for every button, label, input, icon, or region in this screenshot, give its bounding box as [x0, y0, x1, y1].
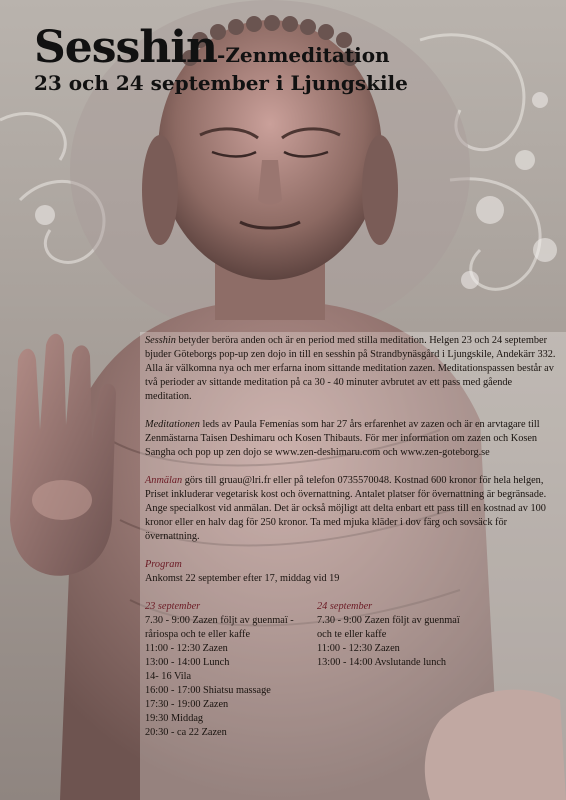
day1-line: råriospa och te eller kaffe: [145, 629, 251, 640]
paragraph-intro: [145, 334, 557, 404]
schedule: [145, 600, 557, 740]
day2-line: 13:00 - 14:00 Avslutande lunch: [317, 657, 447, 668]
day1-line: 14- 16 Vila: [145, 671, 192, 682]
title-main: Sesshin: [34, 22, 218, 73]
body-text: [145, 334, 557, 740]
program-arrival: Ankomst 22 september efter 17, middag vid 19: [145, 573, 340, 584]
paragraph-teacher: [145, 418, 557, 460]
registration-lead: Anmälan: [145, 475, 183, 486]
program-heading: Program: [145, 559, 182, 570]
teacher-text: leds av Paula Femenías som har 27 års erfarenhet av zazen och är en arvtagare till Zenmästarna Taisen Deshimaru och Kosen Thibauts. För mer information om zazen och Kosen Sangha och pop up zen dojo se www.zen-deshimaru.com och www.zen-goteborg.se: [145, 419, 540, 458]
day1-line: 11:00 - 12:30 Zazen: [145, 643, 228, 654]
day2-label: 24 september: [317, 601, 373, 612]
paragraph-registration: [145, 474, 557, 544]
schedule-day-1: [145, 600, 317, 740]
day1-line: 19:30 Middag: [145, 713, 204, 724]
day1-line: 17:30 - 19:00 Zazen: [145, 699, 229, 710]
day2-line: och te eller kaffe: [317, 629, 387, 640]
title-dates: 23 och 24 september i Ljungskile: [34, 71, 408, 95]
schedule-day-2: [317, 600, 547, 740]
day1-label: 23 september: [145, 601, 201, 612]
day1-line: 16:00 - 17:00 Shiatsu massage: [145, 685, 271, 696]
intro-text: betyder beröra anden och är en period med stilla meditation. Helgen 23 och 24 september bjuder Göteborgs pop-up zen dojo in till en sesshin på Strandbynäsgård i Ljungskile, Andekärr 332. Alla är välkomna nya och mer erfarna inom sittande meditation zazen. Meditationspassen består av två perioder av sittande meditation på ca 30 - 40 minuter avbrutet av ett pass med gående meditation.: [145, 335, 556, 402]
day1-line: 7.30 - 9:00 Zazen följt av guenmaï -: [145, 615, 294, 626]
day1-line: 20:30 - ca 22 Zazen: [145, 727, 227, 738]
day2-line: 11:00 - 12:30 Zazen: [317, 643, 400, 654]
day1-line: 13:00 - 14:00 Lunch: [145, 657, 230, 668]
title-dash: -: [217, 43, 226, 67]
day2-line: 7.30 - 9:00 Zazen följt av guenmaï: [317, 615, 460, 626]
title-sub: Zenmeditation: [225, 43, 390, 67]
teacher-lead: Meditationen: [145, 419, 200, 430]
registration-text: görs till gruau@lri.fr eller på telefon 0735570048. Kostnad 600 kronor för hela helgen, Priset inkluderar vegetarisk kost och övernattning. Antalet platser för övernattning är begränsade. Ange specialkost vid anmälan. Det är också möjligt att delta enbart ett pass till en kostnad av 100 kronor eller en halv dag för 250 kronor. Ta med mjuka kläder i dov färg och sovsäck för övernattning.: [145, 475, 547, 542]
poster-title: [34, 22, 408, 95]
intro-lead: Sesshin: [145, 335, 176, 346]
